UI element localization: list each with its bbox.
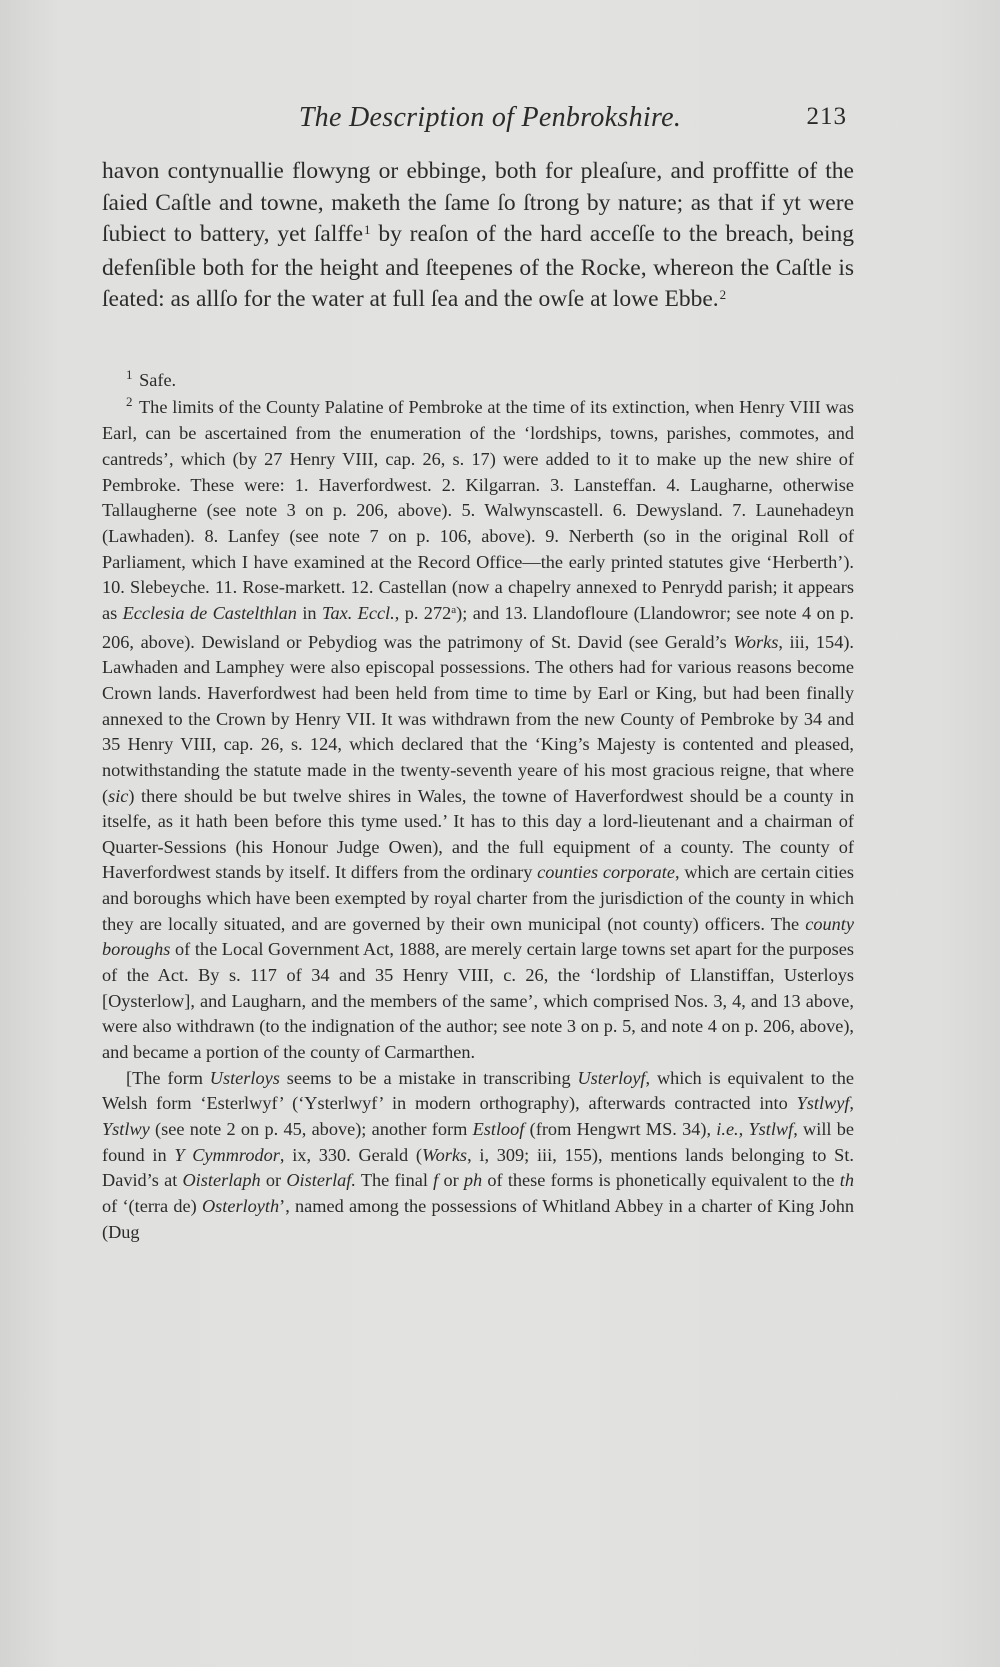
footnote-marker: 2 bbox=[126, 393, 133, 409]
footnote-2: $^2$ The limits of the County Palatine of Pembroke at the time of its extinction, when Henry VIII was Earl, can be ascertained from the enumeration of the ‘lordships, towns, parishes, commotes, and cantreds’, which (by 27 Henry VIII, cap. 26, s. 17) were added to it to make up the new shire of Pembroke. These were: 1. Haverfordwest. 2. Kilgarran. 3. Lansteffan. 4. Laugharne, otherwise Tallaugherne (see note 3 on p. 206, above). 5. Walwynscastell. 6. Dewysland. 7. Launehadeyn (Lawhaden). 8. Lanfey (see note 7 on p. 106, above). 9. Nerberth (so in the original Roll of Parliament, which I have examined at the Record Office—the early printed statutes give ‘Herberth’). 10. Slebeyche. 11. Rose-markett. 12. Castellan (now a chapelry annexed to Penrydd parish; it appears as Ecclesia de Castelthlan in Tax. Eccl., p. 272$^a$); and 13. Llandofloure (Llandowror; see note 4 on p. 206, above). Dewisland or Pebydiog was the patrimony of St. David (see Gerald’s Works, iii, 154). Lawhaden and Lamphey were also episcopal possessions. The others had for various reasons become Crown lands. Haverfordwest had been held from time to time by Earl or King, but had been finally annexed to the Crown by Henry VII. It was withdrawn from the new County of Pembroke by 34 and 35 Henry VIII, cap. 26, s. 124, which declared that the ‘King’s Majesty is contented and pleased, notwithstanding the statute made in the twenty-seventh yeare of his most gracious reigne, that where (sic) there should be but twelve shires in Wales, the towne of Haverfordwest should be a county in itselfe, as it hath been before this tyme used.’ It has to this day a lord-lieutenant and a chairman of Quarter-Sessions (his Honour Judge Owen), and the full equipment of a county. The county of Haverfordwest stands by itself. It differs from the ordinary counties corporate, which are certain cities and boroughs which have been exempted by royal charter from the jurisdiction of the county in which they are locally situated, and are governed by their own municipal (not county) officers. The county boroughs of the Local Government Act, 1888, are merely certain large towns set apart for the purposes of the Act. By s. 117 of 34 and 35 Henry VIII, c. 26, the ‘lordship of Llanstiffan, Usterloys [Oysterlow], and Laugharn, and the members of the same’, which comprised Nos. 3, 4, and 13 above, were also withdrawn (to the indignation of the author; see note 3 on p. 5, and note 4 on p. 206, above), and became a portion of the county of Carmarthen. bbox=[102, 393, 855, 1063]
footnotes bbox=[102, 368, 854, 1245]
main-text bbox=[102, 156, 854, 318]
running-head bbox=[100, 102, 880, 142]
footnote-ref-2: 2 bbox=[719, 287, 727, 303]
page-number: 213 bbox=[806, 103, 847, 130]
page-title: The Description of Penbrokshire. bbox=[298, 102, 682, 133]
footnote-marker: 1 bbox=[126, 367, 133, 382]
main-paragraph: havon contynuallie flowyng or ebbinge, both for pleaſure, and proffitte of the ſaied Caſtle and towne, maketh the ſame ſo ſtrong by nature; as that if yt were ſubiect to battery, yet ſalffe$^1$ by reaſon of the hard acceſſe to the breach, being defenſible both for the height and ſteepenes of the Rocke, whereon the Caſtle is ſeated: as allſo for the water at full ſea and the owſe at lowe Ebbe.$^2$ bbox=[102, 158, 854, 313]
footnote-1: $^1$ Safe. bbox=[126, 367, 177, 390]
footnote-ref-1: 1 bbox=[364, 222, 371, 238]
footnote-2-continuation: [The form Usterloys seems to be a mistake in transcribing Usterloyf, which is equivalent to the Welsh form ‘Esterlwyf’ (‘Ysterlwyf’ in modern orthography), afterwards contracted into Ystlwyf, Ystlwy (see note 2 on p. 45, above); another form Estloof (from Hengwrt MS. 34), i.e., Ystlwf, will be found in Y Cymmrodor, ix, 330. Gerald (Works, i, 309; iii, 155), mentions lands belonging to St. David’s at Oisterlaph or Oisterlaf. The final f or ph of these forms is phonetically equivalent to the th of ‘(terra de) Osterloyth’, named among the possessions of Whitland Abbey in a charter of King John (Dug bbox=[102, 1067, 855, 1242]
